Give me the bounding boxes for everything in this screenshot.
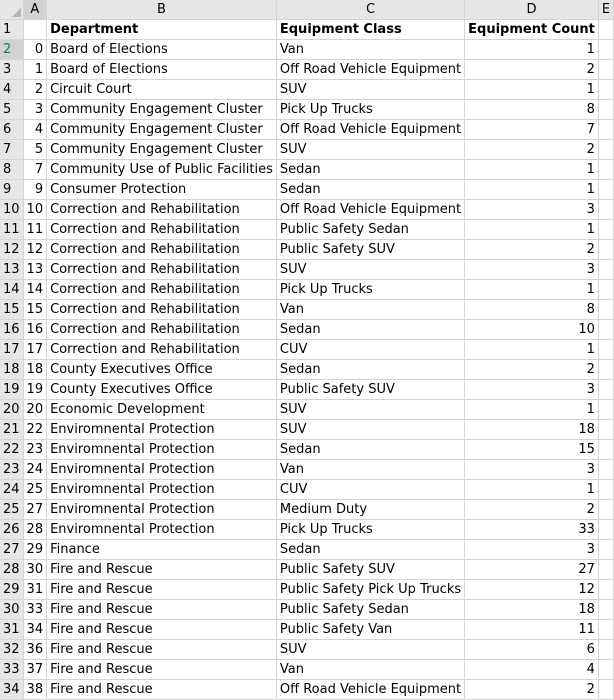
- cell-index[interactable]: 36: [23, 640, 47, 660]
- cell-e[interactable]: [598, 520, 613, 540]
- table-row: [0, 380, 614, 400]
- cell-equipment-count[interactable]: 33: [465, 520, 599, 540]
- cell-equipment-class[interactable]: SUV: [276, 420, 464, 440]
- cell-equipment-count[interactable]: 6: [465, 640, 599, 660]
- cell-equipment-class[interactable]: CUV: [276, 480, 464, 500]
- column-header-a[interactable]: A: [23, 0, 47, 20]
- cell-equipment-count[interactable]: 15: [465, 440, 599, 460]
- row-header[interactable]: 30: [0, 600, 23, 620]
- row-header[interactable]: 19: [0, 380, 23, 400]
- cell-department[interactable]: Correction and Rehabilitation: [47, 260, 277, 280]
- cell-equipment-class[interactable]: Medium Duty: [276, 500, 464, 520]
- cell-department[interactable]: Fire and Rescue: [47, 660, 277, 680]
- select-all-corner[interactable]: [0, 0, 23, 20]
- cell-equipment-class[interactable]: Public Safety Pick Up Trucks: [276, 580, 464, 600]
- row-header[interactable]: 26: [0, 520, 23, 540]
- cell-department[interactable]: Consumer Protection: [47, 180, 277, 200]
- cell-equipment-count[interactable]: 18: [465, 600, 599, 620]
- cell-e[interactable]: [598, 140, 613, 160]
- cell-e[interactable]: [598, 200, 613, 220]
- cell-e[interactable]: [598, 280, 613, 300]
- cell-e[interactable]: [598, 400, 613, 420]
- row-header[interactable]: 15: [0, 300, 23, 320]
- cell-equipment-count[interactable]: 3: [465, 200, 599, 220]
- cell-index[interactable]: 1: [23, 60, 47, 80]
- cell-equipment-count[interactable]: 2: [465, 60, 599, 80]
- table-row: [0, 480, 614, 500]
- cell-equipment-count[interactable]: 18: [465, 420, 599, 440]
- cell-equipment-class[interactable]: SUV: [276, 640, 464, 660]
- cell-department[interactable]: Correction and Rehabilitation: [47, 220, 277, 240]
- table-row: [0, 460, 614, 480]
- cell-department[interactable]: Community Engagement Cluster: [47, 120, 277, 140]
- cell-department[interactable]: Board of Elections: [47, 40, 277, 60]
- cell-equipment-class[interactable]: Public Safety SUV: [276, 380, 464, 400]
- cell-e[interactable]: [598, 480, 613, 500]
- cell-e[interactable]: [598, 340, 613, 360]
- cell-department[interactable]: Fire and Rescue: [47, 640, 277, 660]
- cell-index[interactable]: 10: [23, 200, 47, 220]
- cell-e[interactable]: [598, 360, 613, 380]
- cell-index[interactable]: 14: [23, 280, 47, 300]
- cell-department[interactable]: Fire and Rescue: [47, 600, 277, 620]
- table-row: [0, 260, 614, 280]
- cell-e[interactable]: [598, 500, 613, 520]
- row-header[interactable]: 16: [0, 320, 23, 340]
- cell-index[interactable]: 5: [23, 140, 47, 160]
- cell-index[interactable]: 13: [23, 260, 47, 280]
- table-row: [0, 280, 614, 300]
- table-row: [0, 100, 614, 120]
- row-header[interactable]: 4: [0, 80, 23, 100]
- table-row: [0, 140, 614, 160]
- cell-department[interactable]: Fire and Rescue: [47, 560, 277, 580]
- cell-department[interactable]: Correction and Rehabilitation: [47, 300, 277, 320]
- table-row: [0, 600, 614, 620]
- cell-department[interactable]: Enviromnental Protection: [47, 440, 277, 460]
- cell-e[interactable]: [598, 20, 613, 40]
- cell-index[interactable]: 22: [23, 420, 47, 440]
- cell-index[interactable]: 9: [23, 180, 47, 200]
- cell-e[interactable]: [598, 180, 613, 200]
- row-header[interactable]: 12: [0, 240, 23, 260]
- cell-equipment-class[interactable]: Public Safety SUV: [276, 560, 464, 580]
- cell-equipment-class[interactable]: SUV: [276, 80, 464, 100]
- cell-index[interactable]: 4: [23, 120, 47, 140]
- cell-e[interactable]: [598, 680, 613, 700]
- cell-department[interactable]: Finance: [47, 540, 277, 560]
- cell-equipment-count[interactable]: 2: [465, 240, 599, 260]
- row-header[interactable]: 23: [0, 460, 23, 480]
- cell-equipment-count[interactable]: 1: [465, 160, 599, 180]
- cell-department[interactable]: Correction and Rehabilitation: [47, 320, 277, 340]
- row-header[interactable]: 29: [0, 580, 23, 600]
- cell-e[interactable]: [598, 440, 613, 460]
- cell-department[interactable]: Correction and Rehabilitation: [47, 200, 277, 220]
- table-row: [0, 160, 614, 180]
- cell-department[interactable]: Correction and Rehabilitation: [47, 240, 277, 260]
- row-header[interactable]: 25: [0, 500, 23, 520]
- table-row: [0, 40, 614, 60]
- row-header[interactable]: 31: [0, 620, 23, 640]
- cell-equipment-class[interactable]: Sedan: [276, 160, 464, 180]
- cell-department-header[interactable]: Department: [47, 20, 277, 40]
- row-header[interactable]: 9: [0, 180, 23, 200]
- cell-equipment-class[interactable]: Off Road Vehicle Equipment: [276, 60, 464, 80]
- cell-equipment-class[interactable]: Pick Up Trucks: [276, 280, 464, 300]
- table-row: [0, 340, 614, 360]
- column-header-row: [0, 0, 614, 20]
- cell-equipment-class[interactable]: Van: [276, 660, 464, 680]
- cell-e[interactable]: [598, 240, 613, 260]
- cell-e[interactable]: [598, 220, 613, 240]
- cell-a[interactable]: [23, 20, 47, 40]
- cell-e[interactable]: [598, 460, 613, 480]
- cell-department[interactable]: Community Engagement Cluster: [47, 140, 277, 160]
- cell-index[interactable]: 34: [23, 620, 47, 640]
- table-row: [0, 520, 614, 540]
- cell-equipment-count[interactable]: 3: [465, 260, 599, 280]
- cell-equipment-class[interactable]: Off Road Vehicle Equipment: [276, 200, 464, 220]
- cell-equipment-count[interactable]: 11: [465, 620, 599, 640]
- cell-equipment-class[interactable]: Public Safety Sedan: [276, 220, 464, 240]
- cell-e[interactable]: [598, 320, 613, 340]
- cell-equipment-count[interactable]: 3: [465, 540, 599, 560]
- cell-equipment-count[interactable]: 12: [465, 580, 599, 600]
- cell-e[interactable]: [598, 380, 613, 400]
- cell-index[interactable]: 11: [23, 220, 47, 240]
- cell-equipment-count[interactable]: 7: [465, 120, 599, 140]
- cell-index[interactable]: 20: [23, 400, 47, 420]
- row-header[interactable]: 24: [0, 480, 23, 500]
- row-header[interactable]: 20: [0, 400, 23, 420]
- table-row: [0, 620, 614, 640]
- cell-index[interactable]: 23: [23, 440, 47, 460]
- cell-department[interactable]: Fire and Rescue: [47, 620, 277, 640]
- column-header-b[interactable]: B: [47, 0, 277, 20]
- cell-equipment-count[interactable]: 8: [465, 100, 599, 120]
- cell-equipment-count[interactable]: 1: [465, 220, 599, 240]
- cell-index[interactable]: 0: [23, 40, 47, 60]
- cell-index[interactable]: 2: [23, 80, 47, 100]
- table-row: [0, 500, 614, 520]
- cell-e[interactable]: [598, 420, 613, 440]
- table-row: [0, 180, 614, 200]
- cell-equipment-count[interactable]: 1: [465, 480, 599, 500]
- cell-index[interactable]: 25: [23, 480, 47, 500]
- cell-department[interactable]: Enviromnental Protection: [47, 500, 277, 520]
- cell-equipment-count[interactable]: 4: [465, 660, 599, 680]
- cell-equipment-class[interactable]: Van: [276, 40, 464, 60]
- cell-equipment-class[interactable]: SUV: [276, 400, 464, 420]
- cell-e[interactable]: [598, 40, 613, 60]
- row-header[interactable]: 22: [0, 440, 23, 460]
- cell-equipment-class[interactable]: Sedan: [276, 440, 464, 460]
- row-header[interactable]: 14: [0, 280, 23, 300]
- table-row: [0, 660, 614, 680]
- cell-e[interactable]: [598, 300, 613, 320]
- column-header-e[interactable]: E: [598, 0, 613, 20]
- column-header-c[interactable]: C: [276, 0, 464, 20]
- cell-equipment-count[interactable]: 1: [465, 40, 599, 60]
- cell-department[interactable]: Board of Elections: [47, 60, 277, 80]
- cell-index[interactable]: 15: [23, 300, 47, 320]
- cell-department[interactable]: Fire and Rescue: [47, 680, 277, 700]
- row-header[interactable]: 10: [0, 200, 23, 220]
- row-header[interactable]: 21: [0, 420, 23, 440]
- cell-e[interactable]: [598, 660, 613, 680]
- cell-equipment-class[interactable]: Pick Up Trucks: [276, 520, 464, 540]
- table-row: [0, 560, 614, 580]
- cell-department[interactable]: County Executives Office: [47, 380, 277, 400]
- cell-equipment-count[interactable]: 27: [465, 560, 599, 580]
- row-header[interactable]: 11: [0, 220, 23, 240]
- table-row: [0, 440, 614, 460]
- table-row: [0, 120, 614, 140]
- cell-index[interactable]: 33: [23, 600, 47, 620]
- row-header[interactable]: 3: [0, 60, 23, 80]
- cell-e[interactable]: [598, 600, 613, 620]
- cell-equipment-count[interactable]: 1: [465, 400, 599, 420]
- cell-equipment-count[interactable]: 10: [465, 320, 599, 340]
- table-row: [0, 540, 614, 560]
- cell-index[interactable]: 28: [23, 520, 47, 540]
- table-row: [0, 300, 614, 320]
- cell-department[interactable]: Correction and Rehabilitation: [47, 340, 277, 360]
- cell-equipment-count[interactable]: 1: [465, 180, 599, 200]
- cell-index[interactable]: 17: [23, 340, 47, 360]
- cell-equipment-class-header[interactable]: Equipment Class: [276, 20, 464, 40]
- cell-equipment-count[interactable]: 3: [465, 380, 599, 400]
- cell-index[interactable]: 18: [23, 360, 47, 380]
- cell-e[interactable]: [598, 260, 613, 280]
- row-header[interactable]: 17: [0, 340, 23, 360]
- cell-equipment-count[interactable]: 2: [465, 680, 599, 700]
- row-header[interactable]: 2: [0, 40, 23, 60]
- cell-index[interactable]: 27: [23, 500, 47, 520]
- cell-equipment-class[interactable]: CUV: [276, 340, 464, 360]
- row-header[interactable]: 32: [0, 640, 23, 660]
- table-row: [0, 220, 614, 240]
- table-row: [0, 320, 614, 340]
- cell-e[interactable]: [598, 60, 613, 80]
- table-row: [0, 240, 614, 260]
- cell-equipment-class[interactable]: Off Road Vehicle Equipment: [276, 120, 464, 140]
- cell-department[interactable]: Enviromnental Protection: [47, 460, 277, 480]
- cell-equipment-class[interactable]: Public Safety Van: [276, 620, 464, 640]
- cell-index[interactable]: 12: [23, 240, 47, 260]
- cell-equipment-count[interactable]: 1: [465, 280, 599, 300]
- cell-department[interactable]: Enviromnental Protection: [47, 420, 277, 440]
- row-header[interactable]: 34: [0, 680, 23, 700]
- cell-equipment-class[interactable]: Sedan: [276, 360, 464, 380]
- row-header[interactable]: 28: [0, 560, 23, 580]
- cell-equipment-count[interactable]: 1: [465, 80, 599, 100]
- row-header[interactable]: 33: [0, 660, 23, 680]
- cell-e[interactable]: [598, 560, 613, 580]
- row-header[interactable]: 6: [0, 120, 23, 140]
- cell-department[interactable]: Enviromnental Protection: [47, 520, 277, 540]
- table-row: [0, 680, 614, 700]
- cell-department[interactable]: Circuit Court: [47, 80, 277, 100]
- cell-e[interactable]: [598, 160, 613, 180]
- cell-equipment-count-header[interactable]: Equipment Count: [465, 20, 599, 40]
- cell-index[interactable]: 37: [23, 660, 47, 680]
- cell-equipment-class[interactable]: Public Safety Sedan: [276, 600, 464, 620]
- cell-index[interactable]: 24: [23, 460, 47, 480]
- cell-equipment-class[interactable]: Van: [276, 460, 464, 480]
- cell-equipment-class[interactable]: Van: [276, 300, 464, 320]
- cell-department[interactable]: Economic Development: [47, 400, 277, 420]
- column-header-d[interactable]: D: [465, 0, 599, 20]
- cell-equipment-count[interactable]: 8: [465, 300, 599, 320]
- row-header[interactable]: 7: [0, 140, 23, 160]
- cell-department[interactable]: Enviromnental Protection: [47, 480, 277, 500]
- cell-equipment-class[interactable]: Pick Up Trucks: [276, 100, 464, 120]
- row-header[interactable]: 13: [0, 260, 23, 280]
- cell-e[interactable]: [598, 80, 613, 100]
- table-row: [0, 580, 614, 600]
- cell-index[interactable]: 30: [23, 560, 47, 580]
- cell-department[interactable]: County Executives Office: [47, 360, 277, 380]
- cell-e[interactable]: [598, 620, 613, 640]
- cell-e[interactable]: [598, 540, 613, 560]
- cell-e[interactable]: [598, 100, 613, 120]
- cell-equipment-class[interactable]: Sedan: [276, 540, 464, 560]
- table-row: [0, 360, 614, 380]
- cell-equipment-class[interactable]: Sedan: [276, 180, 464, 200]
- table-row: [0, 200, 614, 220]
- cell-equipment-class[interactable]: Sedan: [276, 320, 464, 340]
- table-row: [0, 60, 614, 80]
- cell-e[interactable]: [598, 580, 613, 600]
- cell-equipment-class[interactable]: Off Road Vehicle Equipment: [276, 680, 464, 700]
- cell-e[interactable]: [598, 640, 613, 660]
- cell-equipment-count[interactable]: 2: [465, 140, 599, 160]
- row-header[interactable]: 8: [0, 160, 23, 180]
- cell-e[interactable]: [598, 120, 613, 140]
- cell-index[interactable]: 3: [23, 100, 47, 120]
- cell-equipment-count[interactable]: 3: [465, 460, 599, 480]
- table-row: [0, 400, 614, 420]
- cell-index[interactable]: 7: [23, 160, 47, 180]
- row-header[interactable]: 18: [0, 360, 23, 380]
- cell-department[interactable]: Community Engagement Cluster: [47, 100, 277, 120]
- cell-index[interactable]: 16: [23, 320, 47, 340]
- cell-equipment-count[interactable]: 2: [465, 360, 599, 380]
- cell-index[interactable]: 38: [23, 680, 47, 700]
- cell-department[interactable]: Correction and Rehabilitation: [47, 280, 277, 300]
- row-header[interactable]: 1: [0, 20, 23, 40]
- cell-equipment-count[interactable]: 1: [465, 340, 599, 360]
- table-row: [0, 640, 614, 660]
- cell-index[interactable]: 19: [23, 380, 47, 400]
- cell-index[interactable]: 29: [23, 540, 47, 560]
- cell-department[interactable]: Community Use of Public Facilities: [47, 160, 277, 180]
- cell-equipment-count[interactable]: 2: [465, 500, 599, 520]
- table-row: [0, 80, 614, 100]
- cell-equipment-class[interactable]: SUV: [276, 140, 464, 160]
- cell-equipment-class[interactable]: SUV: [276, 260, 464, 280]
- table-header-row: [0, 20, 614, 40]
- cell-index[interactable]: 31: [23, 580, 47, 600]
- row-header[interactable]: 5: [0, 100, 23, 120]
- cell-department[interactable]: Fire and Rescue: [47, 580, 277, 600]
- row-header[interactable]: 27: [0, 540, 23, 560]
- cell-equipment-class[interactable]: Public Safety SUV: [276, 240, 464, 260]
- table-row: [0, 420, 614, 440]
